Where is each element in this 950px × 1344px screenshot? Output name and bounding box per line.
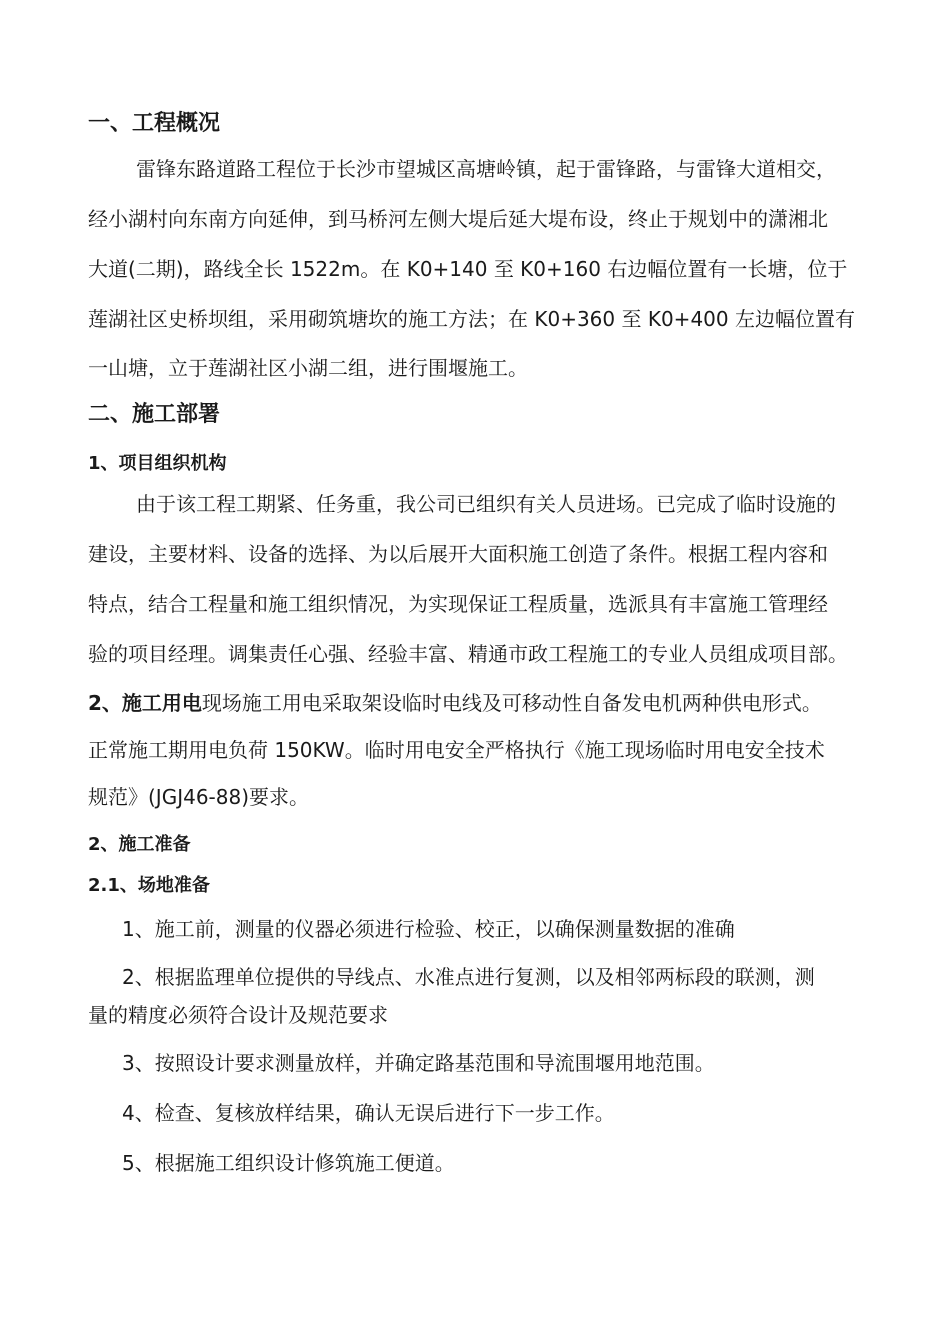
inline-text: 现场施工用电采取架设临时电线及可移动性自备发电机两种供电形式。 <box>201 691 822 715</box>
paragraph-line: 规范》(JGJ46-88)要求。 <box>88 785 310 809</box>
list-item: 4、检查、复核放样结果，确认无误后进行下一步工作。 <box>122 1101 615 1125</box>
paragraph-line: 验的项目经理。调集责任心强、经验丰富、精通市政工程施工的专业人员组成项目部。 <box>88 642 848 666</box>
section-heading: 二、施工部署 <box>88 402 221 427</box>
subsection-heading: 1、项目组织机构 <box>88 453 227 474</box>
list-item: 1、施工前，测量的仪器必须进行检验、校正，以确保测量数据的准确 <box>122 917 735 941</box>
paragraph-line: 正常施工期用电负荷 150KW。临时用电安全严格执行《施工现场临时用电安全技术 <box>88 738 825 762</box>
subsection-heading: 2、施工准备 <box>88 834 191 855</box>
paragraph-line: 大道(二期)，路线全长 1522m。在 K0+140 至 K0+160 右边幅位置有一长塘，位于 <box>88 257 848 281</box>
paragraph-line: 由于该工程工期紧、任务重，我公司已组织有关人员进场。已完成了临时设施的 <box>136 492 836 516</box>
list-item-continuation: 量的精度必须符合设计及规范要求 <box>88 1003 388 1027</box>
paragraph-line: 建设，主要材料、设备的选择、为以后展开大面积施工创造了条件。根据工程内容和 <box>88 542 828 566</box>
list-item: 3、按照设计要求测量放样，并确定路基范围和导流围堰用地范围。 <box>122 1051 715 1075</box>
paragraph-line: 莲湖社区史桥坝组，采用砌筑塘坎的施工方法；在 K0+360 至 K0+400 左边幅位置有 <box>88 307 855 331</box>
paragraph-line: 一山塘，立于莲湖社区小湖二组，进行围堰施工。 <box>88 356 528 380</box>
paragraph-line: 经小湖村向东南方向延伸，到马桥河左侧大堤后延大堤布设，终止于规划中的潇湘北 <box>88 207 828 231</box>
list-item: 5、根据施工组织设计修筑施工便道。 <box>122 1151 455 1175</box>
subsection-heading: 2.1、场地准备 <box>88 875 210 896</box>
paragraph-line: 雷锋东路道路工程位于长沙市望城区高塘岭镇，起于雷锋路，与雷锋大道相交， <box>136 157 836 181</box>
subsection-heading: 2、施工用电 <box>88 691 202 715</box>
list-item: 2、根据监理单位提供的导线点、水准点进行复测，以及相邻两标段的联测，测 <box>122 965 815 989</box>
paragraph-line <box>88 689 822 717</box>
paragraph-line: 特点，结合工程量和施工组织情况，为实现保证工程质量，选派具有丰富施工管理经 <box>88 592 828 616</box>
section-heading: 一、工程概况 <box>88 111 221 136</box>
